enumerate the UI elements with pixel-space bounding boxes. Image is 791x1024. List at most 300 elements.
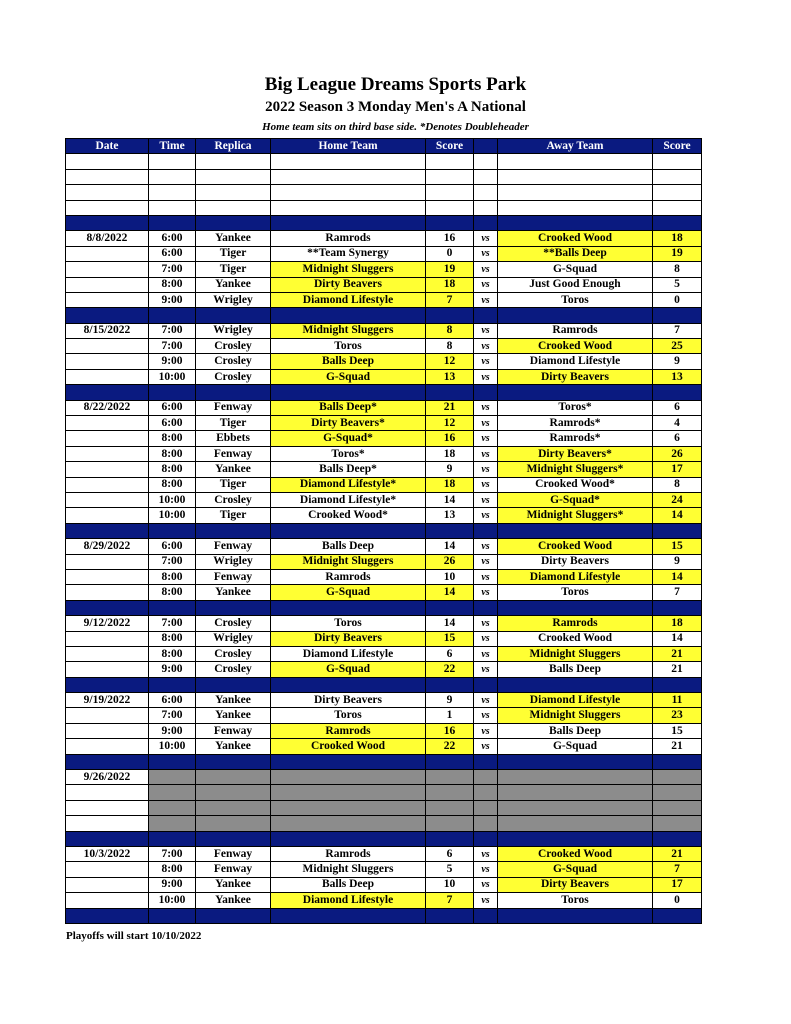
home-score-cell: 18 — [426, 477, 474, 492]
home-score-cell: 14 — [426, 539, 474, 554]
cancelled-cell — [149, 816, 196, 831]
away-team-cell: Just Good Enough — [498, 277, 653, 292]
date-cell — [66, 816, 149, 831]
home-score-cell: 16 — [426, 431, 474, 446]
vs-cell: vs — [474, 446, 498, 461]
home-team-cell: Midnight Sluggers — [271, 262, 426, 277]
away-score-cell: 15 — [653, 723, 702, 738]
separator-cell — [426, 754, 474, 769]
empty-cell — [271, 169, 426, 184]
home-score-cell: 6 — [426, 846, 474, 861]
separator-cell — [498, 754, 653, 769]
separator-cell — [426, 215, 474, 230]
away-team-cell: Toros* — [498, 400, 653, 415]
cancelled-cell — [149, 770, 196, 785]
separator-cell — [498, 677, 653, 692]
column-header: Time — [149, 139, 196, 154]
away-score-cell: 14 — [653, 569, 702, 584]
home-score-cell: 16 — [426, 723, 474, 738]
cancelled-cell — [426, 800, 474, 815]
empty-cell — [498, 185, 653, 200]
home-score-cell: 18 — [426, 446, 474, 461]
time-cell: 8:00 — [149, 462, 196, 477]
home-team-cell: Diamond Lifestyle* — [271, 492, 426, 507]
separator-cell — [271, 754, 426, 769]
vs-cell: vs — [474, 246, 498, 261]
playoffs-note: Playoffs will start 10/10/2022 — [66, 930, 202, 942]
home-team-cell: Toros — [271, 708, 426, 723]
date-cell: 10/3/2022 — [66, 846, 149, 861]
game-row — [66, 292, 702, 307]
game-row — [66, 354, 702, 369]
empty-cell — [653, 185, 702, 200]
cancelled-cell — [196, 816, 271, 831]
game-row — [66, 477, 702, 492]
column-header: Date — [66, 139, 149, 154]
replica-cell: Crosley — [196, 646, 271, 661]
week-separator — [66, 385, 702, 400]
replica-cell: Wrigley — [196, 323, 271, 338]
game-row — [66, 877, 702, 892]
replica-cell: Tiger — [196, 416, 271, 431]
cancelled-cell — [498, 816, 653, 831]
game-row — [66, 862, 702, 877]
separator-cell — [66, 831, 149, 846]
separator-cell — [498, 385, 653, 400]
home-score-cell: 12 — [426, 416, 474, 431]
separator-cell — [271, 385, 426, 400]
empty-cell — [196, 200, 271, 215]
date-cell — [66, 246, 149, 261]
time-cell: 10:00 — [149, 369, 196, 384]
time-cell: 9:00 — [149, 723, 196, 738]
separator-cell — [426, 831, 474, 846]
date-cell — [66, 708, 149, 723]
empty-cell — [474, 154, 498, 169]
vs-cell: vs — [474, 508, 498, 523]
away-team-cell: Diamond Lifestyle — [498, 693, 653, 708]
blank-row — [66, 200, 702, 215]
home-team-cell: G-Squad — [271, 662, 426, 677]
empty-cell — [498, 154, 653, 169]
empty-cell — [66, 154, 149, 169]
cancelled-cell — [653, 785, 702, 800]
away-team-cell: Ramrods* — [498, 431, 653, 446]
vs-cell: vs — [474, 693, 498, 708]
replica-cell: Fenway — [196, 723, 271, 738]
away-score-cell: 23 — [653, 708, 702, 723]
separator-cell — [66, 385, 149, 400]
date-cell — [66, 477, 149, 492]
away-score-cell: 19 — [653, 246, 702, 261]
separator-cell — [149, 385, 196, 400]
separator-cell — [474, 908, 498, 923]
game-row — [66, 539, 702, 554]
home-score-cell: 14 — [426, 585, 474, 600]
home-team-cell: Toros — [271, 616, 426, 631]
empty-cell — [653, 169, 702, 184]
away-score-cell: 24 — [653, 492, 702, 507]
away-score-cell: 5 — [653, 277, 702, 292]
home-team-cell: Ramrods — [271, 846, 426, 861]
separator-cell — [426, 908, 474, 923]
separator-cell — [196, 600, 271, 615]
vs-cell: vs — [474, 893, 498, 908]
separator-cell — [653, 385, 702, 400]
separator-cell — [149, 600, 196, 615]
cancelled-cell — [653, 816, 702, 831]
game-row — [66, 446, 702, 461]
cancelled-cell — [426, 816, 474, 831]
blank-row — [66, 185, 702, 200]
empty-cell — [149, 185, 196, 200]
home-team-cell: Diamond Lifestyle* — [271, 477, 426, 492]
vs-cell: vs — [474, 539, 498, 554]
game-row — [66, 416, 702, 431]
column-header: Away Team — [498, 139, 653, 154]
schedule-note: Home team sits on third base side. *Denotes Doubleheader — [262, 121, 529, 133]
cancelled-cell — [498, 785, 653, 800]
separator-cell — [474, 677, 498, 692]
vs-cell: vs — [474, 631, 498, 646]
replica-cell: Wrigley — [196, 292, 271, 307]
vs-cell: vs — [474, 354, 498, 369]
replica-cell: Tiger — [196, 262, 271, 277]
page-subtitle: 2022 Season 3 Monday Men's A National — [265, 99, 526, 115]
home-team-cell: **Team Synergy — [271, 246, 426, 261]
empty-cell — [426, 200, 474, 215]
empty-cell — [66, 185, 149, 200]
blank-row — [66, 154, 702, 169]
replica-cell: Fenway — [196, 400, 271, 415]
time-cell: 8:00 — [149, 631, 196, 646]
game-row — [66, 631, 702, 646]
separator-cell — [271, 831, 426, 846]
time-cell: 8:00 — [149, 277, 196, 292]
empty-cell — [498, 200, 653, 215]
separator-cell — [196, 908, 271, 923]
away-score-cell: 14 — [653, 508, 702, 523]
time-cell: 6:00 — [149, 231, 196, 246]
away-score-cell: 9 — [653, 554, 702, 569]
replica-cell: Fenway — [196, 446, 271, 461]
vs-cell: vs — [474, 369, 498, 384]
empty-cell — [474, 200, 498, 215]
separator-cell — [426, 523, 474, 538]
replica-cell: Crosley — [196, 369, 271, 384]
cancelled-row — [66, 785, 702, 800]
column-header: Home Team — [271, 139, 426, 154]
home-score-cell: 8 — [426, 339, 474, 354]
separator-cell — [653, 215, 702, 230]
date-cell — [66, 662, 149, 677]
game-row — [66, 616, 702, 631]
replica-cell: Fenway — [196, 539, 271, 554]
home-score-cell: 15 — [426, 631, 474, 646]
empty-cell — [196, 169, 271, 184]
vs-cell: vs — [474, 492, 498, 507]
replica-cell: Yankee — [196, 277, 271, 292]
cancelled-cell — [498, 770, 653, 785]
vs-cell: vs — [474, 400, 498, 415]
replica-cell: Yankee — [196, 739, 271, 754]
cancelled-cell — [271, 770, 426, 785]
away-team-cell: Diamond Lifestyle — [498, 354, 653, 369]
column-header: Score — [426, 139, 474, 154]
week-separator — [66, 600, 702, 615]
home-score-cell: 9 — [426, 462, 474, 477]
cancelled-cell — [271, 816, 426, 831]
separator-cell — [149, 215, 196, 230]
home-score-cell: 10 — [426, 569, 474, 584]
home-score-cell: 14 — [426, 492, 474, 507]
game-row — [66, 246, 702, 261]
away-team-cell: Crooked Wood — [498, 631, 653, 646]
empty-cell — [498, 169, 653, 184]
home-team-cell: Ramrods — [271, 231, 426, 246]
game-row — [66, 262, 702, 277]
vs-cell: vs — [474, 416, 498, 431]
separator-cell — [426, 308, 474, 323]
cancelled-row — [66, 800, 702, 815]
week-separator — [66, 754, 702, 769]
game-row — [66, 492, 702, 507]
away-team-cell: Crooked Wood — [498, 539, 653, 554]
cancelled-row — [66, 770, 702, 785]
separator-cell — [653, 754, 702, 769]
date-cell: 9/19/2022 — [66, 693, 149, 708]
time-cell: 10:00 — [149, 492, 196, 507]
date-cell — [66, 785, 149, 800]
away-score-cell: 21 — [653, 662, 702, 677]
home-team-cell: Toros* — [271, 446, 426, 461]
away-score-cell: 18 — [653, 231, 702, 246]
date-cell — [66, 277, 149, 292]
away-team-cell: G-Squad* — [498, 492, 653, 507]
separator-cell — [653, 600, 702, 615]
empty-cell — [149, 169, 196, 184]
away-team-cell: Crooked Wood* — [498, 477, 653, 492]
empty-cell — [149, 200, 196, 215]
away-team-cell: G-Squad — [498, 862, 653, 877]
game-row — [66, 739, 702, 754]
separator-cell — [474, 308, 498, 323]
game-row — [66, 693, 702, 708]
away-score-cell: 8 — [653, 477, 702, 492]
replica-cell: Yankee — [196, 708, 271, 723]
home-team-cell: Balls Deep — [271, 877, 426, 892]
separator-cell — [271, 308, 426, 323]
date-cell — [66, 416, 149, 431]
game-row — [66, 462, 702, 477]
separator-cell — [426, 385, 474, 400]
separator-cell — [66, 523, 149, 538]
home-score-cell: 8 — [426, 323, 474, 338]
date-cell — [66, 739, 149, 754]
cancelled-cell — [653, 800, 702, 815]
game-row — [66, 554, 702, 569]
replica-cell: Yankee — [196, 462, 271, 477]
home-team-cell: Crooked Wood — [271, 739, 426, 754]
game-row — [66, 646, 702, 661]
empty-cell — [474, 169, 498, 184]
time-cell: 7:00 — [149, 323, 196, 338]
cancelled-cell — [653, 770, 702, 785]
date-cell — [66, 877, 149, 892]
date-cell — [66, 569, 149, 584]
week-separator — [66, 677, 702, 692]
blank-row — [66, 169, 702, 184]
home-score-cell: 22 — [426, 739, 474, 754]
date-cell — [66, 508, 149, 523]
vs-cell: vs — [474, 862, 498, 877]
separator-cell — [149, 677, 196, 692]
away-team-cell: Midnight Sluggers — [498, 646, 653, 661]
week-separator — [66, 308, 702, 323]
vs-cell: vs — [474, 554, 498, 569]
vs-cell: vs — [474, 569, 498, 584]
empty-cell — [426, 154, 474, 169]
home-score-cell: 19 — [426, 262, 474, 277]
vs-cell: vs — [474, 616, 498, 631]
away-team-cell: G-Squad — [498, 262, 653, 277]
away-team-cell: Ramrods* — [498, 416, 653, 431]
cancelled-cell — [271, 800, 426, 815]
cancelled-cell — [196, 800, 271, 815]
separator-cell — [498, 215, 653, 230]
empty-cell — [271, 154, 426, 169]
date-cell — [66, 723, 149, 738]
separator-cell — [271, 523, 426, 538]
game-row — [66, 708, 702, 723]
away-team-cell: Dirty Beavers* — [498, 446, 653, 461]
empty-cell — [474, 185, 498, 200]
separator-cell — [66, 600, 149, 615]
replica-cell: Yankee — [196, 231, 271, 246]
separator-cell — [653, 308, 702, 323]
away-team-cell: Dirty Beavers — [498, 554, 653, 569]
replica-cell: Tiger — [196, 508, 271, 523]
separator-cell — [498, 600, 653, 615]
replica-cell: Fenway — [196, 846, 271, 861]
vs-cell: vs — [474, 477, 498, 492]
cancelled-cell — [149, 785, 196, 800]
home-team-cell: G-Squad — [271, 585, 426, 600]
replica-cell: Crosley — [196, 354, 271, 369]
home-team-cell: Dirty Beavers — [271, 693, 426, 708]
date-cell — [66, 446, 149, 461]
away-score-cell: 7 — [653, 862, 702, 877]
week-separator — [66, 908, 702, 923]
replica-cell: Crosley — [196, 339, 271, 354]
column-header: Replica — [196, 139, 271, 154]
separator-cell — [498, 908, 653, 923]
home-team-cell: Toros — [271, 339, 426, 354]
vs-cell: vs — [474, 662, 498, 677]
time-cell: 7:00 — [149, 708, 196, 723]
home-team-cell: G-Squad — [271, 369, 426, 384]
away-score-cell: 11 — [653, 693, 702, 708]
empty-cell — [426, 185, 474, 200]
away-score-cell: 0 — [653, 292, 702, 307]
cancelled-cell — [426, 770, 474, 785]
separator-cell — [149, 308, 196, 323]
vs-cell: vs — [474, 462, 498, 477]
home-score-cell: 12 — [426, 354, 474, 369]
away-team-cell: Toros — [498, 893, 653, 908]
away-team-cell: Crooked Wood — [498, 339, 653, 354]
separator-cell — [149, 831, 196, 846]
date-cell — [66, 462, 149, 477]
away-score-cell: 6 — [653, 400, 702, 415]
home-team-cell: Balls Deep* — [271, 462, 426, 477]
date-cell: 8/15/2022 — [66, 323, 149, 338]
away-team-cell: Dirty Beavers — [498, 369, 653, 384]
cancelled-cell — [474, 785, 498, 800]
time-cell: 6:00 — [149, 400, 196, 415]
away-score-cell: 25 — [653, 339, 702, 354]
cancelled-row — [66, 816, 702, 831]
game-row — [66, 431, 702, 446]
away-team-cell: Midnight Sluggers* — [498, 462, 653, 477]
vs-cell: vs — [474, 646, 498, 661]
replica-cell: Yankee — [196, 893, 271, 908]
game-row — [66, 231, 702, 246]
game-row — [66, 400, 702, 415]
empty-cell — [653, 154, 702, 169]
home-score-cell: 1 — [426, 708, 474, 723]
time-cell: 8:00 — [149, 862, 196, 877]
separator-cell — [66, 215, 149, 230]
home-score-cell: 18 — [426, 277, 474, 292]
away-team-cell: Balls Deep — [498, 723, 653, 738]
time-cell: 10:00 — [149, 893, 196, 908]
home-team-cell: Diamond Lifestyle — [271, 893, 426, 908]
vs-cell: vs — [474, 877, 498, 892]
vs-cell: vs — [474, 339, 498, 354]
date-cell — [66, 585, 149, 600]
replica-cell: Yankee — [196, 693, 271, 708]
replica-cell: Wrigley — [196, 631, 271, 646]
home-score-cell: 10 — [426, 877, 474, 892]
separator-cell — [498, 523, 653, 538]
home-team-cell: Ramrods — [271, 723, 426, 738]
column-header — [474, 139, 498, 154]
away-team-cell: Crooked Wood — [498, 846, 653, 861]
game-row — [66, 277, 702, 292]
replica-cell: Crosley — [196, 492, 271, 507]
time-cell: 7:00 — [149, 846, 196, 861]
separator-cell — [196, 385, 271, 400]
date-cell — [66, 554, 149, 569]
cancelled-cell — [498, 800, 653, 815]
separator-cell — [271, 908, 426, 923]
cancelled-cell — [196, 770, 271, 785]
away-team-cell: Ramrods — [498, 616, 653, 631]
time-cell: 9:00 — [149, 354, 196, 369]
time-cell: 6:00 — [149, 416, 196, 431]
separator-cell — [66, 677, 149, 692]
vs-cell: vs — [474, 708, 498, 723]
home-team-cell: Dirty Beavers — [271, 277, 426, 292]
separator-cell — [474, 831, 498, 846]
away-team-cell: G-Squad — [498, 739, 653, 754]
date-cell — [66, 369, 149, 384]
separator-cell — [426, 600, 474, 615]
empty-cell — [196, 185, 271, 200]
home-team-cell: Ramrods — [271, 569, 426, 584]
game-row — [66, 723, 702, 738]
